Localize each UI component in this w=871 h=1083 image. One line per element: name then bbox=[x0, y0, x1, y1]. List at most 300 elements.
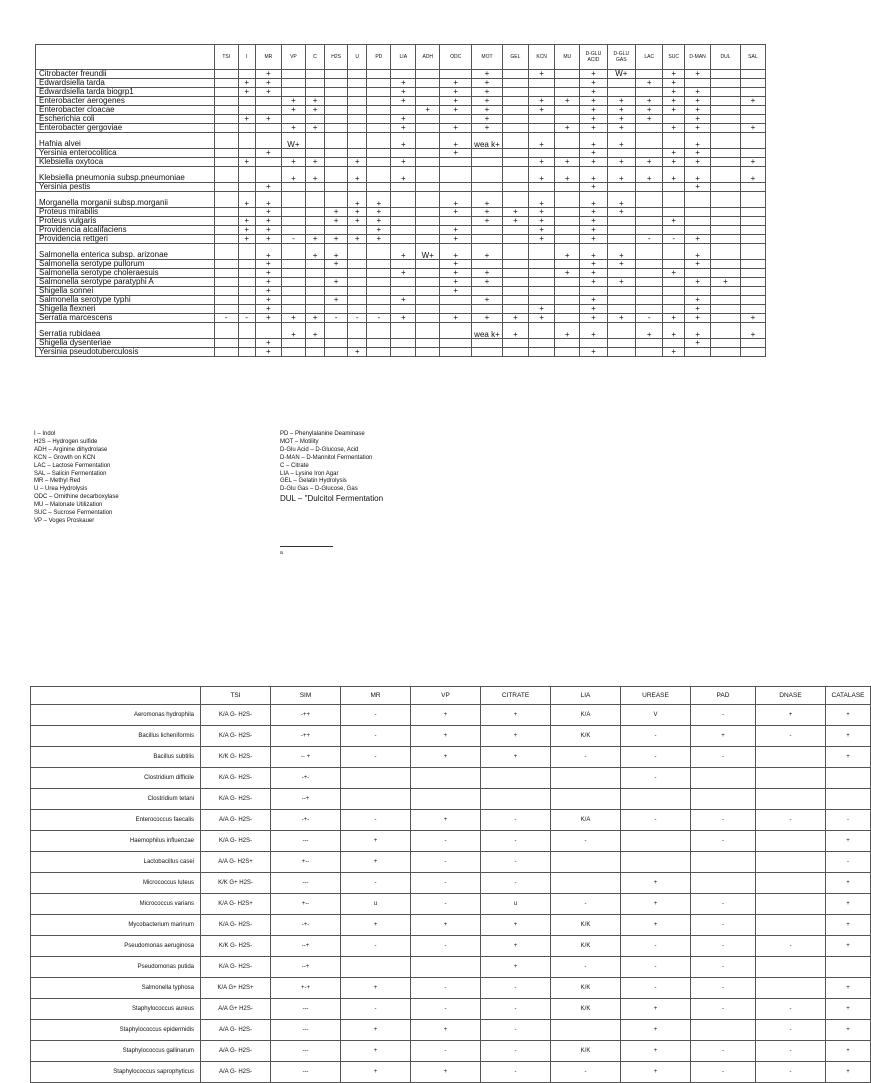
test-result-cell bbox=[281, 79, 305, 88]
legend-entry: MU – Malonate Utilization bbox=[34, 502, 103, 509]
test-result-cell bbox=[711, 323, 741, 339]
test-result-cell bbox=[391, 278, 416, 287]
test-result-cell: wea k+ bbox=[472, 323, 503, 339]
test-result-cell bbox=[607, 235, 635, 244]
test-result-cell bbox=[740, 339, 765, 348]
test-result-cell: + bbox=[255, 296, 281, 305]
organism-name: Pseudomonas putida bbox=[31, 957, 201, 978]
test-result-cell bbox=[367, 287, 391, 296]
column-header: TSI bbox=[201, 687, 271, 705]
test-result-cell: + bbox=[555, 167, 580, 183]
test-result-cell bbox=[472, 339, 503, 348]
test-result-cell: + bbox=[580, 167, 607, 183]
test-result-cell: + bbox=[685, 97, 711, 106]
test-result-cell: + bbox=[481, 726, 551, 747]
test-result-cell bbox=[756, 915, 826, 936]
test-result-cell bbox=[555, 314, 580, 323]
test-result-cell bbox=[367, 260, 391, 269]
test-result-cell: + bbox=[440, 287, 472, 296]
test-result-cell: + bbox=[411, 747, 481, 768]
test-result-cell bbox=[214, 278, 238, 287]
organism-name: Providencia alcalifaciens bbox=[36, 226, 215, 235]
test-result-cell bbox=[325, 124, 348, 133]
column-header: TSI bbox=[214, 45, 238, 70]
test-result-cell: + bbox=[238, 235, 255, 244]
test-result-cell bbox=[551, 768, 621, 789]
test-result-cell bbox=[255, 323, 281, 339]
organism-name: Enterobacter cloacae bbox=[36, 106, 215, 115]
test-result-cell: + bbox=[607, 97, 635, 106]
test-result-cell bbox=[756, 789, 826, 810]
test-result-cell: A/A G- H2S- bbox=[201, 810, 271, 831]
test-result-cell bbox=[711, 287, 741, 296]
test-result-cell: - bbox=[826, 852, 871, 873]
test-result-cell bbox=[711, 260, 741, 269]
test-result-cell bbox=[238, 244, 255, 260]
test-result-cell bbox=[555, 339, 580, 348]
column-header: D-GLU ACID bbox=[580, 45, 607, 70]
column-header: D-MAN bbox=[685, 45, 711, 70]
test-result-cell: + bbox=[472, 115, 503, 124]
test-result-cell bbox=[214, 339, 238, 348]
test-result-cell bbox=[502, 192, 528, 208]
test-result-cell: - bbox=[411, 999, 481, 1020]
test-result-cell: + bbox=[341, 831, 411, 852]
test-result-cell: K/A G- H2S- bbox=[201, 915, 271, 936]
test-result-cell bbox=[416, 226, 440, 235]
test-result-cell: - bbox=[481, 1062, 551, 1083]
test-result-cell bbox=[621, 831, 691, 852]
test-result-cell bbox=[636, 183, 663, 192]
test-result-cell: - bbox=[756, 1020, 826, 1041]
test-result-cell bbox=[740, 192, 765, 208]
test-result-cell bbox=[281, 348, 305, 357]
test-result-cell: + bbox=[391, 244, 416, 260]
test-result-cell bbox=[663, 287, 685, 296]
test-result-cell bbox=[348, 106, 367, 115]
test-result-cell: - bbox=[411, 978, 481, 999]
test-result-cell: - bbox=[756, 999, 826, 1020]
test-result-cell: + bbox=[472, 217, 503, 226]
footnote-rule bbox=[280, 546, 333, 547]
test-result-cell: - bbox=[621, 726, 691, 747]
test-result-cell: + bbox=[472, 244, 503, 260]
test-result-cell: - bbox=[238, 314, 255, 323]
test-result-cell bbox=[555, 278, 580, 287]
test-result-cell bbox=[238, 97, 255, 106]
test-result-cell: + bbox=[580, 260, 607, 269]
test-result-cell: A/A G- H2S- bbox=[201, 1062, 271, 1083]
test-result-cell bbox=[740, 217, 765, 226]
test-result-cell bbox=[416, 235, 440, 244]
test-result-cell: --+ bbox=[271, 789, 341, 810]
test-result-cell: + bbox=[607, 314, 635, 323]
test-result-cell: + bbox=[481, 705, 551, 726]
test-result-cell: + bbox=[607, 192, 635, 208]
test-result-cell bbox=[555, 106, 580, 115]
test-result-cell: + bbox=[621, 1020, 691, 1041]
test-result-cell: + bbox=[663, 348, 685, 357]
test-result-cell bbox=[607, 339, 635, 348]
test-result-cell bbox=[238, 183, 255, 192]
test-result-cell: + bbox=[685, 244, 711, 260]
organism-name: Edwardsiella tarda biogrp1 bbox=[36, 88, 215, 97]
test-result-cell: + bbox=[663, 158, 685, 167]
organism-name: Staphylococcus epidermidis bbox=[31, 1020, 201, 1041]
test-result-cell bbox=[391, 235, 416, 244]
table-header-row bbox=[36, 45, 766, 70]
test-result-cell: + bbox=[391, 296, 416, 305]
test-result-cell bbox=[411, 768, 481, 789]
table-row bbox=[36, 167, 766, 183]
test-result-cell: + bbox=[440, 235, 472, 244]
test-result-cell: + bbox=[580, 296, 607, 305]
test-result-cell bbox=[636, 278, 663, 287]
test-result-cell bbox=[305, 287, 324, 296]
organism-name: Salmonella typhosa bbox=[31, 978, 201, 999]
test-result-cell: + bbox=[685, 323, 711, 339]
test-result-cell bbox=[711, 183, 741, 192]
test-result-cell: + bbox=[529, 226, 555, 235]
test-result-cell: + bbox=[663, 106, 685, 115]
legend-entry: I – Indol bbox=[34, 431, 56, 437]
test-result-cell: + bbox=[580, 269, 607, 278]
test-result-cell: - bbox=[691, 936, 756, 957]
table-row bbox=[31, 747, 871, 768]
test-result-cell: K/A G- H2S- bbox=[201, 726, 271, 747]
test-result-cell: + bbox=[826, 978, 871, 999]
test-result-cell bbox=[440, 339, 472, 348]
test-result-cell bbox=[636, 269, 663, 278]
test-result-cell bbox=[607, 296, 635, 305]
test-result-cell bbox=[367, 158, 391, 167]
test-result-cell bbox=[305, 208, 324, 217]
test-result-cell: K/A G- H2S- bbox=[201, 831, 271, 852]
test-result-cell: +-- bbox=[271, 894, 341, 915]
table-row bbox=[31, 1062, 871, 1083]
test-result-cell: - bbox=[551, 1062, 621, 1083]
test-result-cell: + bbox=[826, 999, 871, 1020]
test-result-cell bbox=[367, 339, 391, 348]
test-result-cell bbox=[502, 70, 528, 79]
test-result-cell bbox=[367, 70, 391, 79]
test-result-cell: + bbox=[663, 88, 685, 97]
test-result-cell: + bbox=[472, 296, 503, 305]
test-result-cell: - bbox=[481, 831, 551, 852]
test-result-cell bbox=[367, 149, 391, 158]
test-result-cell bbox=[472, 158, 503, 167]
organism-name: Enterobacter gergoviae bbox=[36, 124, 215, 133]
test-result-cell: + bbox=[411, 1062, 481, 1083]
test-result-cell bbox=[325, 339, 348, 348]
test-result-cell bbox=[367, 244, 391, 260]
test-result-cell: + bbox=[472, 124, 503, 133]
test-result-cell bbox=[440, 183, 472, 192]
test-result-cell bbox=[740, 269, 765, 278]
test-result-cell: + bbox=[255, 149, 281, 158]
test-result-cell: + bbox=[607, 133, 635, 149]
test-result-cell: - bbox=[691, 894, 756, 915]
table-row bbox=[36, 339, 766, 348]
test-result-cell: + bbox=[685, 106, 711, 115]
test-result-cell: K/K G- H2S- bbox=[201, 936, 271, 957]
abbreviation-legend-right bbox=[280, 431, 383, 504]
test-result-cell: + bbox=[440, 226, 472, 235]
test-result-cell: + bbox=[255, 348, 281, 357]
test-result-cell bbox=[214, 235, 238, 244]
test-result-cell bbox=[711, 226, 741, 235]
test-result-cell bbox=[367, 97, 391, 106]
test-result-cell: + bbox=[663, 269, 685, 278]
test-result-cell: + bbox=[607, 167, 635, 183]
test-result-cell: + bbox=[255, 305, 281, 314]
test-result-cell: + bbox=[685, 133, 711, 149]
column-header: SUC bbox=[663, 45, 685, 70]
column-header: ADH bbox=[416, 45, 440, 70]
test-result-cell: + bbox=[325, 260, 348, 269]
test-result-cell bbox=[826, 957, 871, 978]
table-row bbox=[36, 314, 766, 323]
test-result-cell: + bbox=[440, 106, 472, 115]
organism-name: Proteus vulgaris bbox=[36, 217, 215, 226]
test-result-cell: + bbox=[472, 314, 503, 323]
test-result-cell bbox=[416, 296, 440, 305]
test-result-cell bbox=[551, 873, 621, 894]
test-result-cell: + bbox=[685, 296, 711, 305]
test-result-cell: + bbox=[663, 217, 685, 226]
test-result-cell bbox=[711, 79, 741, 88]
test-result-cell: + bbox=[411, 726, 481, 747]
test-result-cell bbox=[621, 789, 691, 810]
test-result-cell: + bbox=[238, 79, 255, 88]
test-result-cell: + bbox=[391, 88, 416, 97]
test-result-cell bbox=[214, 260, 238, 269]
test-result-cell bbox=[281, 278, 305, 287]
column-header: D-GLU GAS bbox=[607, 45, 635, 70]
test-result-cell bbox=[416, 278, 440, 287]
test-result-cell bbox=[529, 124, 555, 133]
legend-entry: DUL – "Dulcitol Fermentation bbox=[280, 494, 384, 504]
test-result-cell bbox=[214, 70, 238, 79]
test-result-cell: + bbox=[255, 217, 281, 226]
test-result-cell bbox=[416, 149, 440, 158]
organism-name: Bacillus subtilis bbox=[31, 747, 201, 768]
test-result-cell: + bbox=[580, 183, 607, 192]
test-result-cell: - bbox=[691, 1041, 756, 1062]
test-result-cell bbox=[711, 133, 741, 149]
test-result-cell bbox=[711, 314, 741, 323]
test-result-cell: + bbox=[255, 115, 281, 124]
test-result-cell bbox=[391, 339, 416, 348]
test-result-cell: + bbox=[685, 183, 711, 192]
test-result-cell: + bbox=[580, 158, 607, 167]
column-header: LIA bbox=[391, 45, 416, 70]
test-result-cell bbox=[502, 106, 528, 115]
test-result-cell: + bbox=[529, 158, 555, 167]
test-result-cell: + bbox=[711, 278, 741, 287]
test-result-cell: + bbox=[391, 115, 416, 124]
test-result-cell: A/A G- H2S+ bbox=[201, 852, 271, 873]
test-result-cell bbox=[367, 167, 391, 183]
test-result-cell: + bbox=[580, 305, 607, 314]
test-result-cell bbox=[348, 124, 367, 133]
test-result-cell bbox=[740, 260, 765, 269]
test-result-cell bbox=[756, 894, 826, 915]
test-result-cell: + bbox=[685, 260, 711, 269]
test-result-cell bbox=[281, 260, 305, 269]
organism-name: Clostridium tetani bbox=[31, 789, 201, 810]
organism-name: Salmonella serotype pullorum bbox=[36, 260, 215, 269]
test-result-cell: + bbox=[281, 323, 305, 339]
test-result-cell: - bbox=[756, 1062, 826, 1083]
test-result-cell bbox=[214, 348, 238, 357]
test-result-cell: K/K G+ H2S- bbox=[201, 873, 271, 894]
test-result-cell bbox=[416, 348, 440, 357]
test-result-cell bbox=[325, 149, 348, 158]
test-result-cell bbox=[411, 789, 481, 810]
table-row bbox=[31, 768, 871, 789]
test-result-cell bbox=[214, 217, 238, 226]
test-result-cell bbox=[255, 167, 281, 183]
test-result-cell bbox=[826, 789, 871, 810]
test-result-cell bbox=[555, 296, 580, 305]
test-result-cell bbox=[281, 208, 305, 217]
test-result-cell bbox=[416, 314, 440, 323]
test-result-cell bbox=[348, 79, 367, 88]
test-result-cell: + bbox=[580, 323, 607, 339]
test-result-cell: + bbox=[621, 894, 691, 915]
organism-name: Proteus mirabilis bbox=[36, 208, 215, 217]
test-result-cell bbox=[440, 158, 472, 167]
test-result-cell: K/A G- H2S- bbox=[201, 957, 271, 978]
test-result-cell: -- + bbox=[271, 747, 341, 768]
test-result-cell: + bbox=[826, 936, 871, 957]
test-result-cell: + bbox=[826, 705, 871, 726]
test-result-cell: + bbox=[348, 158, 367, 167]
test-result-cell: + bbox=[756, 705, 826, 726]
test-result-cell: K/K bbox=[551, 915, 621, 936]
test-result-cell bbox=[348, 287, 367, 296]
test-result-cell: - bbox=[367, 314, 391, 323]
organism-name: Citrobacter freundii bbox=[36, 70, 215, 79]
test-result-cell bbox=[711, 244, 741, 260]
test-result-cell: + bbox=[529, 133, 555, 149]
test-result-cell: - bbox=[411, 852, 481, 873]
test-result-cell bbox=[529, 269, 555, 278]
test-result-cell bbox=[691, 789, 756, 810]
test-result-cell: - bbox=[551, 747, 621, 768]
legend-entry: MOT – Motility bbox=[280, 438, 319, 445]
test-result-cell: + bbox=[663, 149, 685, 158]
test-result-cell bbox=[367, 115, 391, 124]
test-result-cell: - bbox=[691, 705, 756, 726]
test-result-cell bbox=[502, 244, 528, 260]
table-row bbox=[31, 810, 871, 831]
table-row bbox=[36, 296, 766, 305]
test-result-cell: + bbox=[580, 115, 607, 124]
test-result-cell bbox=[348, 88, 367, 97]
test-result-cell: + bbox=[663, 167, 685, 183]
organism-name: Serratia marcescens bbox=[36, 314, 215, 323]
test-result-cell: + bbox=[305, 124, 324, 133]
test-result-cell bbox=[214, 158, 238, 167]
test-result-cell: + bbox=[341, 915, 411, 936]
test-result-cell: + bbox=[580, 88, 607, 97]
test-result-cell bbox=[367, 106, 391, 115]
test-result-cell bbox=[685, 217, 711, 226]
test-result-cell bbox=[305, 217, 324, 226]
test-result-cell: + bbox=[440, 208, 472, 217]
test-result-cell bbox=[416, 115, 440, 124]
test-result-cell bbox=[472, 167, 503, 183]
test-result-cell bbox=[740, 79, 765, 88]
column-header: H2S bbox=[325, 45, 348, 70]
test-result-cell bbox=[663, 296, 685, 305]
test-result-cell bbox=[502, 183, 528, 192]
test-result-cell: + bbox=[740, 124, 765, 133]
test-result-cell bbox=[367, 323, 391, 339]
test-result-cell: + bbox=[685, 167, 711, 183]
test-result-cell bbox=[711, 208, 741, 217]
test-result-cell: + bbox=[472, 269, 503, 278]
test-result-cell: + bbox=[281, 97, 305, 106]
test-result-cell: + bbox=[826, 1041, 871, 1062]
test-result-cell bbox=[440, 296, 472, 305]
test-result-cell bbox=[416, 79, 440, 88]
test-result-cell bbox=[367, 269, 391, 278]
test-result-cell bbox=[214, 183, 238, 192]
legend-entry: ADH – Arginine dihydrolase bbox=[34, 446, 108, 453]
test-result-cell bbox=[607, 183, 635, 192]
test-result-cell bbox=[685, 208, 711, 217]
test-result-cell bbox=[551, 852, 621, 873]
test-result-cell: + bbox=[636, 167, 663, 183]
test-result-cell bbox=[305, 278, 324, 287]
test-result-cell: + bbox=[238, 217, 255, 226]
organism-name: Clostridium difficile bbox=[31, 768, 201, 789]
test-result-cell: + bbox=[325, 296, 348, 305]
test-result-cell bbox=[367, 348, 391, 357]
test-result-cell bbox=[416, 192, 440, 208]
test-result-cell: + bbox=[341, 1062, 411, 1083]
organism-name: Escherichia coli bbox=[36, 115, 215, 124]
test-result-cell: + bbox=[502, 217, 528, 226]
test-result-cell bbox=[214, 79, 238, 88]
test-result-cell: + bbox=[255, 192, 281, 208]
test-result-cell bbox=[555, 133, 580, 149]
legend-entry: KCN – Growth on KCN bbox=[34, 454, 96, 461]
test-result-cell bbox=[341, 789, 411, 810]
column-header: U bbox=[348, 45, 367, 70]
legend-entry: C – Citrate bbox=[280, 462, 309, 469]
test-result-cell: W+ bbox=[416, 244, 440, 260]
test-result-cell bbox=[238, 167, 255, 183]
organism-name: Morganella morganii subsp.morganii bbox=[36, 192, 215, 208]
table-header-row bbox=[31, 687, 871, 705]
organism-name: Micrococcus varians bbox=[31, 894, 201, 915]
test-result-cell bbox=[255, 124, 281, 133]
test-result-cell bbox=[555, 217, 580, 226]
test-result-cell: - bbox=[551, 831, 621, 852]
test-result-cell: + bbox=[255, 260, 281, 269]
test-result-cell bbox=[691, 1020, 756, 1041]
test-result-cell bbox=[214, 149, 238, 158]
test-result-cell: + bbox=[481, 957, 551, 978]
test-result-cell bbox=[756, 957, 826, 978]
test-result-cell bbox=[502, 97, 528, 106]
table-row bbox=[31, 831, 871, 852]
organism-name: Yersinia enterocolitica bbox=[36, 149, 215, 158]
